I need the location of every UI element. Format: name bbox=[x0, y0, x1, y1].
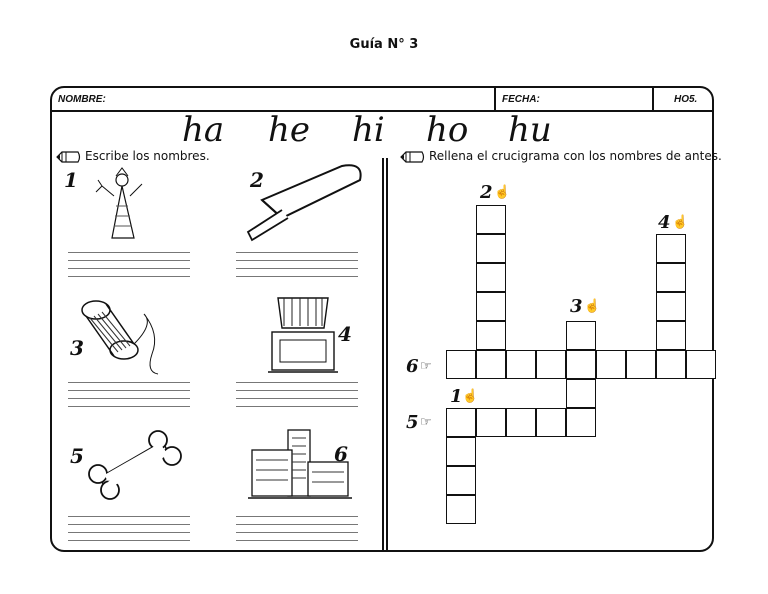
crossword-cell[interactable] bbox=[446, 350, 476, 379]
clue-number: 2 bbox=[480, 182, 493, 203]
pointing-hand-icon: ☞ bbox=[420, 414, 432, 429]
oven-icon bbox=[264, 292, 342, 376]
crossword-cell[interactable] bbox=[626, 350, 656, 379]
grade-label: HO5. bbox=[674, 94, 698, 105]
crossword-cell[interactable] bbox=[596, 350, 626, 379]
thread-spool-icon bbox=[74, 294, 164, 376]
syllable-hu: hu bbox=[508, 110, 552, 150]
item-number: 6 bbox=[334, 442, 348, 466]
left-instruction-text: Escribe los nombres. bbox=[85, 149, 210, 163]
item-number: 2 bbox=[250, 168, 264, 192]
crossword-cell[interactable] bbox=[656, 263, 686, 292]
writing-lines[interactable] bbox=[236, 516, 358, 548]
crossword-cell[interactable] bbox=[656, 350, 686, 379]
crossword-cell[interactable] bbox=[476, 350, 506, 379]
pointing-hand-icon: ☝ bbox=[494, 184, 511, 199]
syllable-hi: hi bbox=[352, 110, 385, 150]
date-field[interactable] bbox=[496, 88, 652, 110]
name-field[interactable] bbox=[52, 88, 494, 110]
bone-icon bbox=[84, 428, 186, 500]
crossword-cell[interactable] bbox=[566, 321, 596, 350]
item-number: 3 bbox=[70, 336, 84, 360]
pencil-icon bbox=[56, 151, 82, 163]
crossword-cell[interactable] bbox=[656, 234, 686, 263]
pointing-hand-icon: ☝ bbox=[672, 214, 689, 229]
header-row bbox=[52, 88, 712, 112]
worksheet bbox=[50, 86, 722, 552]
writing-lines[interactable] bbox=[68, 382, 190, 414]
crossword-cell[interactable] bbox=[506, 408, 536, 437]
writing-lines[interactable] bbox=[68, 516, 190, 548]
crossword-cell[interactable] bbox=[446, 408, 476, 437]
writing-lines[interactable] bbox=[236, 252, 358, 284]
syllable-ho: ho bbox=[426, 110, 469, 150]
crossword-cell[interactable] bbox=[566, 408, 596, 437]
crossword-cell[interactable] bbox=[566, 350, 596, 379]
clue-number: 1 bbox=[450, 386, 463, 407]
crossword-cell[interactable] bbox=[476, 234, 506, 263]
right-instruction bbox=[400, 149, 722, 163]
pointing-hand-icon: ☝ bbox=[584, 298, 601, 313]
clue-number: 5 bbox=[406, 412, 419, 433]
pointing-hand-icon: ☞ bbox=[420, 358, 432, 373]
item-number: 4 bbox=[338, 322, 352, 346]
grade-field bbox=[654, 88, 714, 110]
crossword-cell[interactable] bbox=[536, 350, 566, 379]
clue-number: 3 bbox=[570, 296, 583, 317]
name-label: NOMBRE: bbox=[58, 94, 106, 105]
clue-number: 4 bbox=[658, 212, 671, 233]
crossword-cell[interactable] bbox=[506, 350, 536, 379]
date-label: FECHA: bbox=[502, 94, 540, 105]
crossword-cell[interactable] bbox=[446, 437, 476, 466]
fairy-icon bbox=[92, 166, 152, 244]
pencil-icon bbox=[400, 151, 426, 163]
crossword-cell[interactable] bbox=[476, 263, 506, 292]
crossword-cell[interactable] bbox=[656, 292, 686, 321]
clue-number: 6 bbox=[406, 356, 419, 377]
crossword-cell[interactable] bbox=[476, 292, 506, 321]
popsicle-icon bbox=[242, 160, 366, 244]
crossword-cell[interactable] bbox=[476, 205, 506, 234]
crossword-cell[interactable] bbox=[656, 321, 686, 350]
writing-lines[interactable] bbox=[68, 252, 190, 284]
syllables-row bbox=[52, 110, 712, 150]
item-number: 5 bbox=[70, 444, 84, 468]
syllable-he: he bbox=[268, 110, 311, 150]
pointing-hand-icon: ☝ bbox=[462, 388, 479, 403]
crossword-cell[interactable] bbox=[566, 379, 596, 408]
crossword-cell[interactable] bbox=[686, 350, 716, 379]
crossword-cell[interactable] bbox=[446, 466, 476, 495]
page-title: Guía N° 3 bbox=[349, 37, 419, 52]
item-number: 1 bbox=[64, 168, 78, 192]
left-instruction bbox=[56, 149, 210, 163]
column-divider bbox=[382, 158, 388, 552]
crossword-cell[interactable] bbox=[446, 495, 476, 524]
crossword-cell[interactable] bbox=[536, 408, 566, 437]
right-instruction-text: Rellena el crucigrama con los nombres de antes. bbox=[429, 149, 722, 163]
writing-lines[interactable] bbox=[236, 382, 358, 414]
crossword-cell[interactable] bbox=[476, 321, 506, 350]
crossword-cell[interactable] bbox=[476, 408, 506, 437]
syllable-ha: ha bbox=[182, 110, 225, 150]
